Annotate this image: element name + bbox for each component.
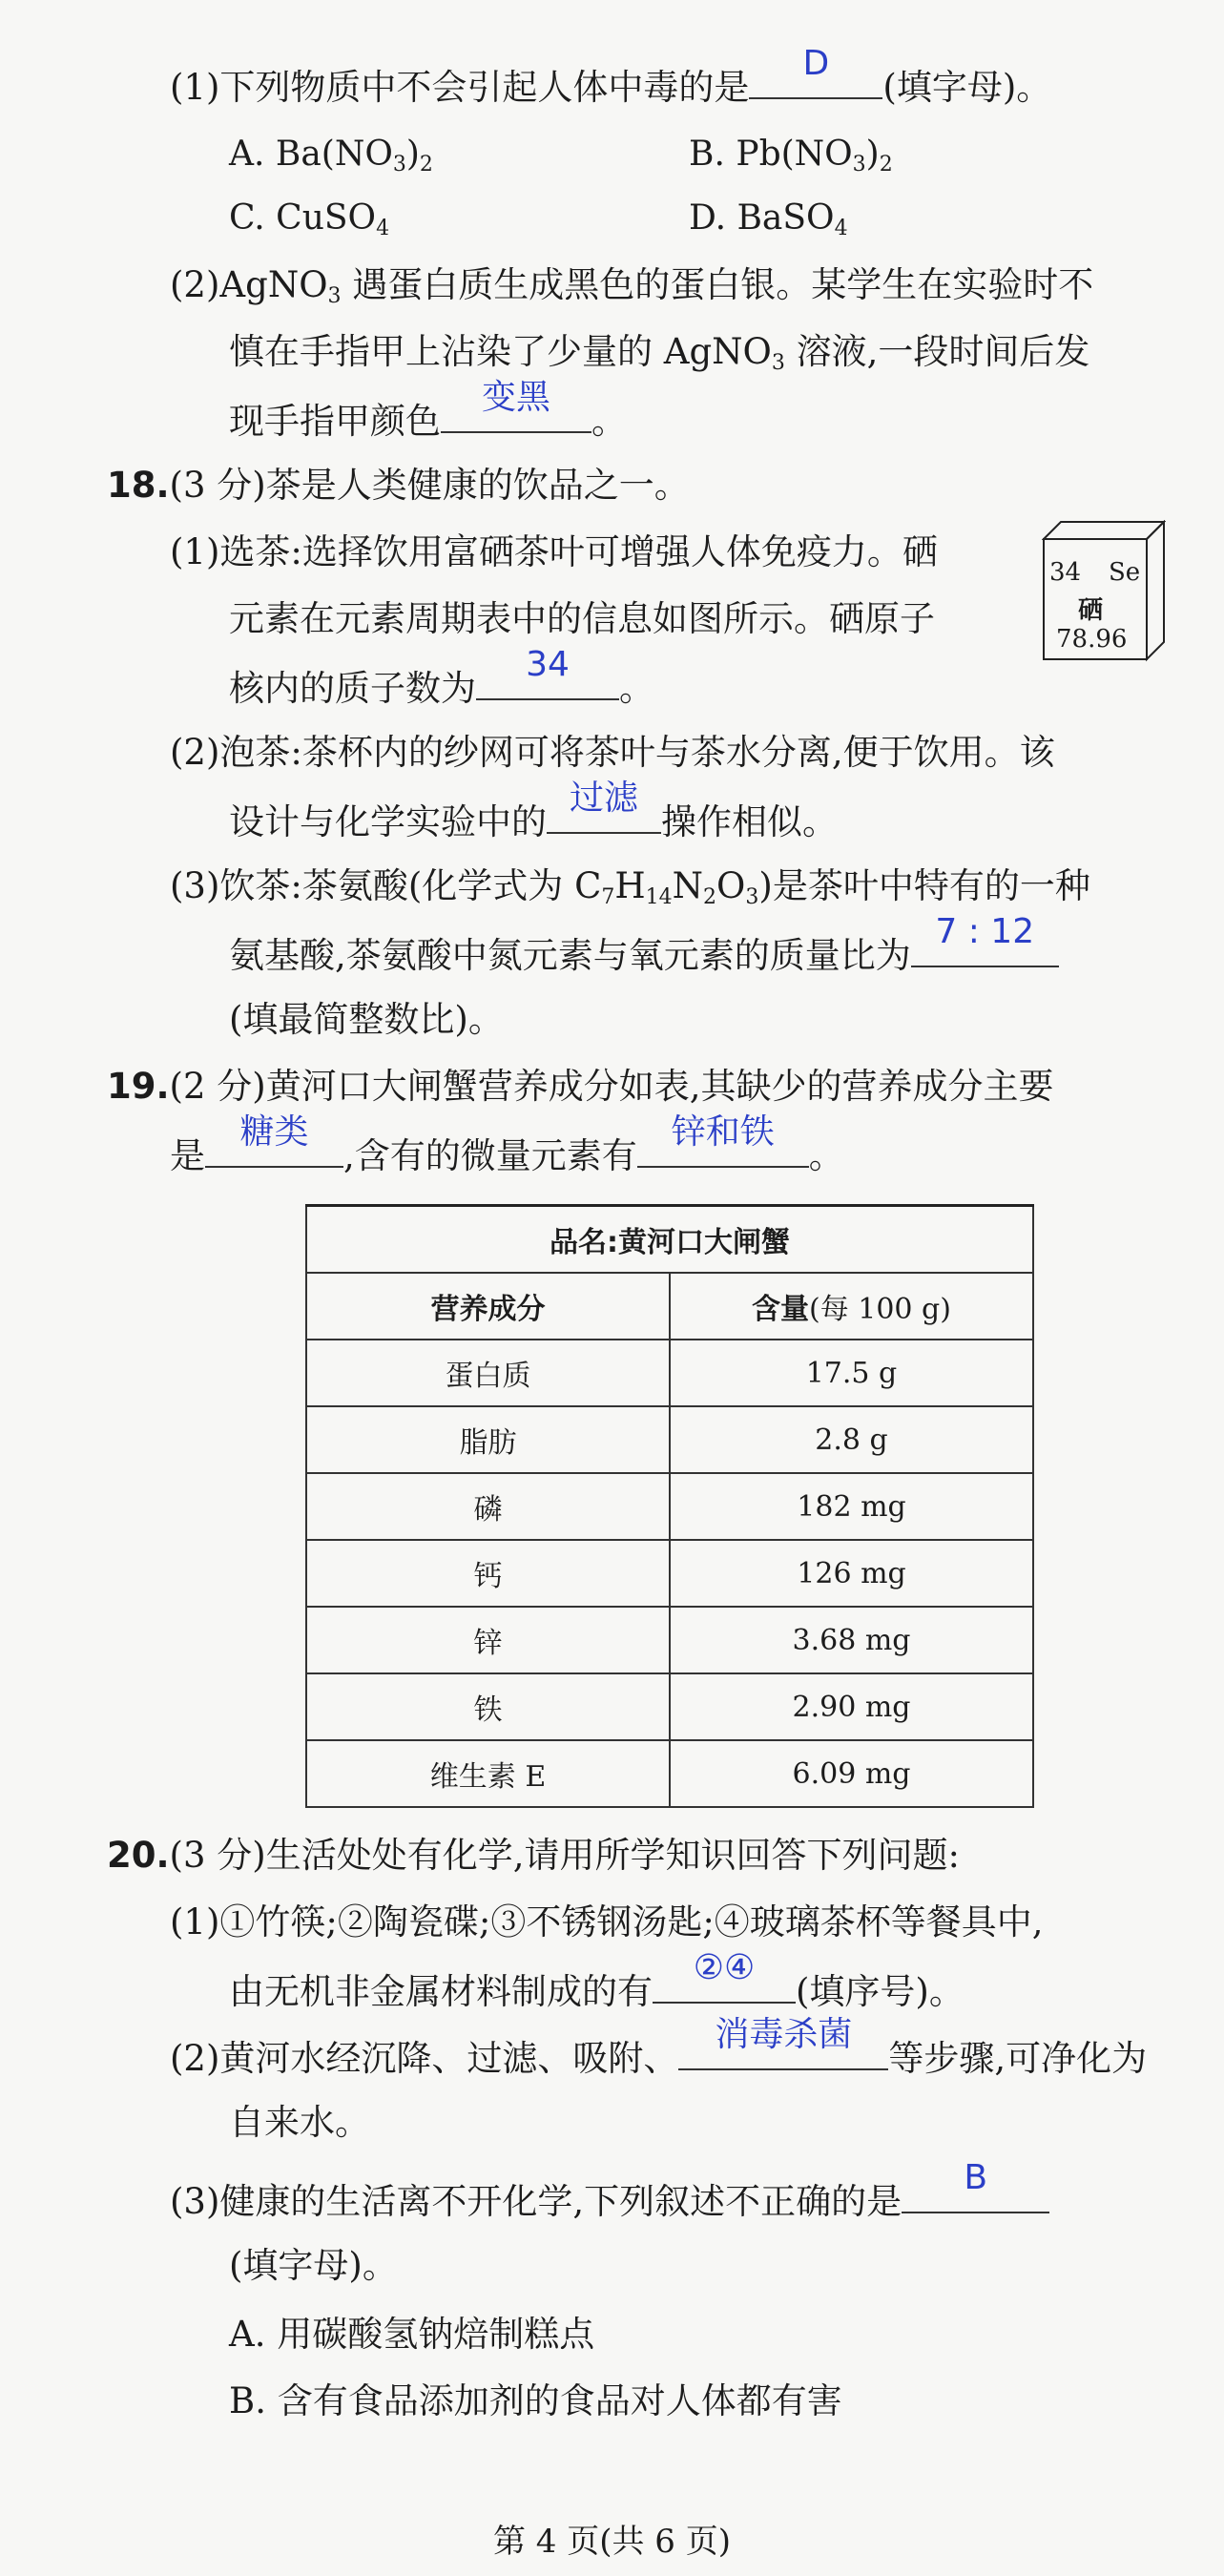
table-header-amount: 含量(每 100 g) — [670, 1273, 1033, 1340]
q17-part2-line2: 慎在手指甲上沾染了少量的 AgNO$_3$ 溶液,一段时间后发 — [229, 331, 1090, 375]
q17-option-a: A. $Ba(NO_3)_2$ — [229, 135, 433, 177]
q20-part2-blank — [678, 2015, 888, 2070]
q18-part2-line1: (2)泡茶:茶杯内的纱网可将茶叶与茶水分离,便于饮用。该 — [170, 732, 1055, 773]
q17-part2-answer: 变黑 — [481, 378, 550, 417]
q17-part2-line1: (2)AgNO$_3$ 遇蛋白质生成黑色的蛋白银。某学生在实验时不 — [170, 264, 1094, 308]
q20-part2-line2: 自来水。 — [229, 2102, 370, 2143]
q19-line2: 是 糖类 ,含有的微量元素有 锌和铁 。 — [170, 1128, 844, 1182]
q17-option-b: B. $Pb(NO_3)_2$ — [689, 135, 893, 177]
q20-part1-blank — [653, 1948, 796, 2004]
element-atomic-mass: 78.96 — [1056, 625, 1128, 654]
q20-part3-line2: (填字母)。 — [229, 2245, 398, 2286]
q18-part3-line1: (3)饮茶:茶氨酸(化学式为 $C_7H_{14}N_2O_3$)是茶叶中特有的一种 — [170, 865, 1090, 909]
q18-part3-line2: 氨基酸,茶氨酸中氮元素与氧元素的质量比为 7 : 12 — [229, 927, 1059, 982]
q17-option-c: C. CuSO$_4$ — [229, 198, 390, 240]
q18-part3-blank — [911, 912, 1059, 967]
page-footer: 第 4 页(共 6 页) — [492, 2523, 732, 2561]
q20-header: 20.(3 分)生活处处有化学,请用所学知识回答下列问题: — [107, 1835, 960, 1876]
q20-option-a: A. 用碳酸氢钠焙制糕点 — [229, 2314, 595, 2355]
table-row: 维生素 E 6.09 mg — [306, 1740, 1033, 1807]
q18-part1-line1: (1)选茶:选择饮用富硒茶叶可增强人体免疫力。硒 — [170, 531, 938, 572]
q19-answer-2: 锌和铁 — [671, 1112, 775, 1152]
q19-answer-1: 糖类 — [239, 1112, 309, 1152]
q20-option-b: B. 含有食品添加剂的食品对人体都有害 — [229, 2380, 842, 2421]
table-title: 品名:黄河口大闸蟹 — [306, 1206, 1033, 1274]
q17-part1: (1)下列物质中不会引起人体中毒的是 D (填字母)。 — [170, 59, 1051, 114]
table-row: 铁 2.90 mg — [306, 1673, 1033, 1740]
table-row: 锌 3.68 mg — [306, 1607, 1033, 1673]
q20-part1-answer: ②④ — [693, 1948, 756, 1987]
table-row: 蛋白质 17.5 g — [306, 1340, 1033, 1406]
table-row: 磷 182 mg — [306, 1473, 1033, 1540]
q18-part1-answer: 34 — [526, 645, 570, 684]
q18-part2-blank — [547, 779, 661, 834]
q17-part2-blank — [441, 378, 591, 433]
q18-header: 18.(3 分)茶是人类健康的饮品之一。 — [107, 465, 690, 506]
table-row: 钙 126 mg — [306, 1540, 1033, 1607]
selenium-element-card — [1042, 520, 1166, 663]
q20-part3-line1: (3)健康的生活离不开化学,下列叙述不正确的是 B — [170, 2173, 1049, 2228]
q20-part3-answer: B — [964, 2158, 988, 2197]
q20-part3-blank — [902, 2158, 1049, 2213]
q18-part2-answer: 过滤 — [569, 779, 638, 818]
q20-part1-line1: (1)①竹筷;②陶瓷碟;③不锈钢汤匙;④玻璃茶杯等餐具中, — [170, 1901, 1044, 1942]
q19-blank-1 — [205, 1112, 343, 1168]
q18-part1-line2: 元素在元素周期表中的信息如图所示。硒原子 — [229, 598, 935, 639]
q17-part1-answer: D — [802, 44, 830, 83]
q19-line1: 19.(2 分)黄河口大闸蟹营养成分如表,其缺少的营养成分主要 — [107, 1066, 1054, 1107]
q18-part3-answer: 7 : 12 — [935, 912, 1035, 951]
q20-part2-answer: 消毒杀菌 — [715, 2015, 853, 2054]
q19-blank-2 — [637, 1112, 809, 1168]
element-symbol: Se — [1109, 558, 1141, 587]
nutrition-table — [305, 1204, 1034, 1808]
q17-part1-blank — [749, 44, 882, 99]
table-header-nutrient: 营养成分 — [306, 1273, 670, 1340]
element-atomic-number: 34 — [1049, 558, 1082, 587]
q20-part2-line1: (2)黄河水经沉降、过滤、吸附、 消毒杀菌 等步骤,可净化为 — [170, 2030, 1147, 2085]
q18-part1-blank — [476, 645, 619, 700]
q18-part3-line3: (填最简整数比)。 — [229, 999, 504, 1040]
q17-part2-line3: 现手指甲颜色 变黑 。 — [229, 393, 627, 447]
q17-option-d: D. BaSO$_4$ — [689, 198, 848, 240]
element-name: 硒 — [1078, 596, 1104, 625]
q18-part1-line3: 核内的质子数为 34 。 — [229, 660, 654, 715]
table-row: 脂肪 2.8 g — [306, 1406, 1033, 1473]
q20-part1-line2: 由无机非金属材料制成的有 ②④ (填序号)。 — [229, 1963, 965, 2018]
q18-part2-line2: 设计与化学实验中的 过滤 操作相似。 — [229, 794, 838, 848]
